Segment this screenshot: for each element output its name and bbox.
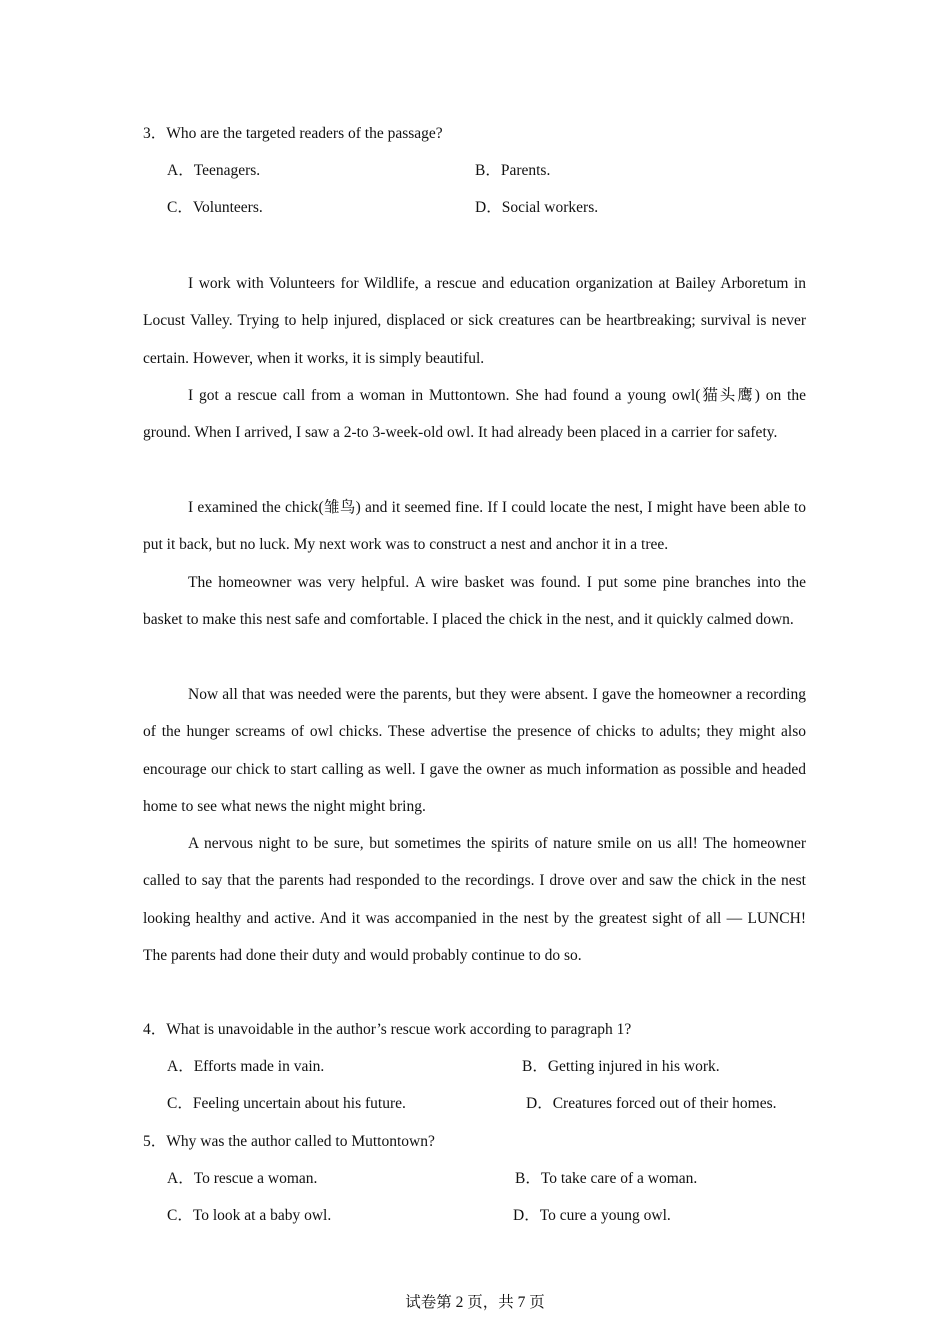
question-3-option-d: D．Social workers. [475,199,599,216]
question-4-option-d: D．Creatures forced out of their homes. [526,1095,777,1112]
question-3-option-a: A．Teenagers. [167,162,261,179]
question-4-option-b: B．Getting injured in his work. [522,1058,720,1075]
passage-paragraph-2: I got a rescue call from a woman in Muttontown. She had found a young owl(猫头鹰) on the ground. When I arrived, I saw a 2-to 3-week-old owl. It had already been placed in a carrier for safety. [143,387,806,442]
question-5-stem: 5．Why was the author called to Muttontown? [143,1133,435,1150]
passage-paragraph-5: Now all that was needed were the parents, but they were absent. I gave the homeowner a recording of the hunger screams of owl chicks. These advertise the presence of chicks to adults; they might also encourage our chick to start calling as well. I gave the owner as much information as possible and headed home to see what news the night might bring. [143,686,806,815]
question-5-option-a: A．To rescue a woman. [167,1170,318,1187]
passage-paragraph-4: The homeowner was very helpful. A wire basket was found. I put some pine branches into the basket to make this nest safe and comfortable. I placed the chick in the nest, and it quickly calmed down. [143,574,806,629]
passage-paragraph-6: A nervous night to be sure, but sometimes the spirits of nature smile on us all! The homeowner called to say that the parents had responded to the recordings. I drove over and saw the chick in the nest looking healthy and active. And it was accompanied in the nest by the greatest sight of all — LUNCH! The parents had done their duty and would probably continue to do so. [143,835,806,964]
passage-paragraph-1: I work with Volunteers for Wildlife, a rescue and education organization at Bailey Arboretum in Locust Valley. Trying to help injured, displaced or sick creatures can be heartbreaking; survival is never certain. However, when it works, it is simply beautiful. [143,275,806,367]
question-5-option-d: D．To cure a young owl. [513,1207,671,1224]
question-3-option-c: C．Volunteers. [167,199,263,216]
question-4-stem: 4．What is unavoidable in the author’s rescue work according to paragraph 1? [143,1021,632,1038]
question-5-option-b: B．To take care of a woman. [515,1170,698,1187]
passage-paragraph-3: I examined the chick(雏鸟) and it seemed fine. If I could locate the nest, I might have been able to put it back, but no luck. My next work was to construct a nest and anchor it in a tree. [143,499,806,554]
question-4-option-a: A．Efforts made in vain. [167,1058,325,1075]
question-4-option-c: C．Feeling uncertain about his future. [167,1095,406,1112]
page-footer: 试卷第 2 页，共 7 页 [405,1294,545,1311]
question-3-stem: 3．Who are the targeted readers of the passage? [143,125,443,142]
question-5-option-c: C．To look at a baby owl. [167,1207,332,1224]
question-3-option-b: B．Parents. [475,162,551,179]
